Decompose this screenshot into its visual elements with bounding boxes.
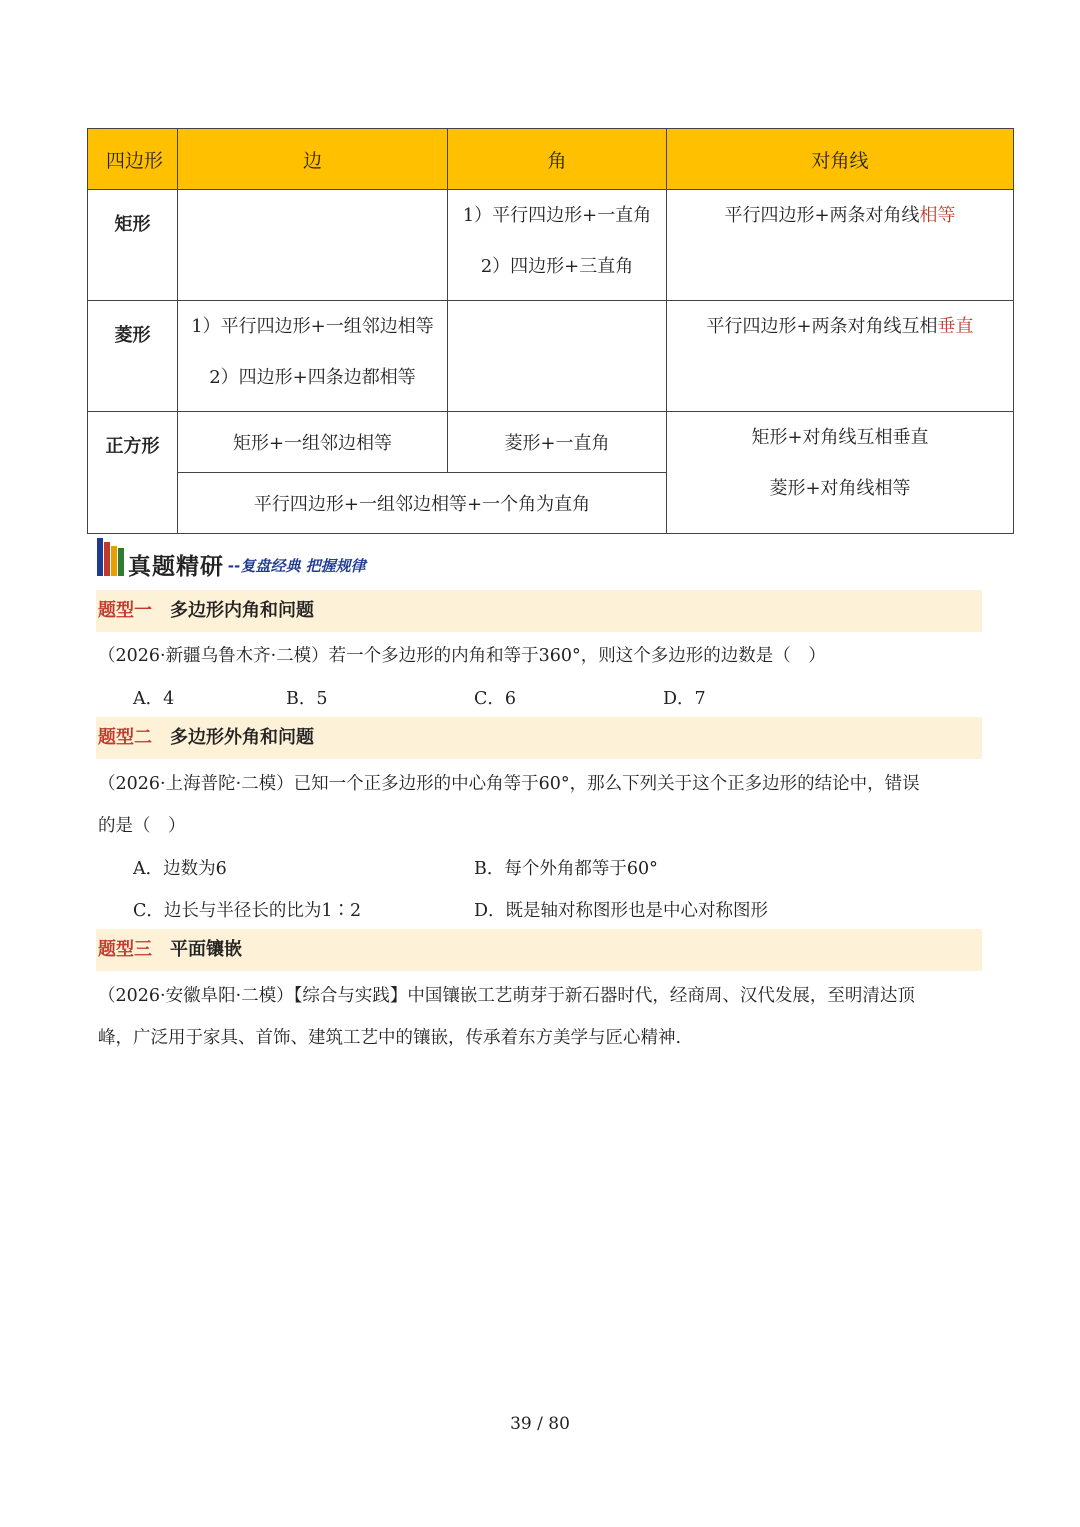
header-diagonal: 对角线 xyxy=(667,129,1014,190)
highlight-text: 相等 xyxy=(919,205,956,226)
question-type-tag: 题型三 xyxy=(98,939,152,960)
banner-title: 真题精研 xyxy=(128,554,224,580)
cell-line: 菱形+对角线相等 xyxy=(769,478,911,499)
question-text-line: （2026·上海普陀·二模）已知一个正多边形的中心角等于60°，那么下列关于这个正多边形的结论中，错误 xyxy=(98,774,920,794)
page-number: 39 / 80 xyxy=(510,1414,570,1434)
edge-cell: 矩形+一组邻边相等 xyxy=(178,412,448,473)
option-b: B．每个外角都等于60° xyxy=(474,859,658,879)
row-name: 正方形 xyxy=(88,412,178,534)
table-header-row xyxy=(88,129,1014,190)
table-row-square xyxy=(88,412,1014,473)
option-c: C．边长与半径长的比为1∶2 xyxy=(133,901,362,921)
table-row-rhombus xyxy=(88,301,1014,412)
question-type-header xyxy=(96,929,982,971)
option-d: D．既是轴对称图形也是中心对称图形 xyxy=(474,901,769,921)
question-type-tag: 题型一 xyxy=(98,600,152,621)
diagonal-cell xyxy=(667,190,1014,301)
edge-cell xyxy=(178,301,448,412)
question-type-name: 多边形外角和问题 xyxy=(170,727,314,748)
cell-text: 平行四边形+两条对角线 xyxy=(724,205,920,226)
option-a: A．4 xyxy=(133,689,175,709)
option-d: D．7 xyxy=(663,689,706,709)
question-type-name: 平面镶嵌 xyxy=(170,939,242,960)
angle-cell xyxy=(448,190,667,301)
question-type-header xyxy=(96,590,982,632)
angle-cell: 菱形+一直角 xyxy=(448,412,667,473)
option-a: A．边数为6 xyxy=(133,859,227,879)
row-name: 菱形 xyxy=(88,301,178,412)
header-angle: 角 xyxy=(448,129,667,190)
cell-line: 2）四边形+三直角 xyxy=(480,256,634,277)
cell-line: 1）平行四边形+一组邻边相等 xyxy=(191,316,434,337)
option-c: C．6 xyxy=(474,689,517,709)
question-text-line: 的是（ ） xyxy=(98,816,186,836)
option-b: B．5 xyxy=(286,689,328,709)
header-edge: 边 xyxy=(178,129,448,190)
cell-text: 平行四边形+两条对角线互相 xyxy=(706,316,938,337)
question-text: （2026·新疆乌鲁木齐·二模）若一个多边形的内角和等于360°，则这个多边形的边数是（ ） xyxy=(98,646,826,666)
row-name: 矩形 xyxy=(88,190,178,301)
diagonal-cell xyxy=(667,301,1014,412)
angle-cell xyxy=(448,301,667,412)
edge-cell xyxy=(178,190,448,301)
merged-cell: 平行四边形+一组邻边相等+一个角为直角 xyxy=(178,473,667,534)
question-type-header xyxy=(96,717,982,759)
cell-line: 2）四边形+四条边都相等 xyxy=(209,367,416,388)
highlight-text: 垂直 xyxy=(937,316,974,337)
diagonal-cell xyxy=(667,412,1014,534)
books-icon xyxy=(96,536,130,578)
question-type-tag: 题型二 xyxy=(98,727,152,748)
banner-subtitle: --复盘经典 把握规律 xyxy=(228,557,366,575)
question-text-line: 峰，广泛用于家具、首饰、建筑工艺中的镶嵌，传承着东方美学与匠心精神. xyxy=(98,1028,682,1048)
question-type-name: 多边形内角和问题 xyxy=(170,600,314,621)
cell-line: 矩形+对角线互相垂直 xyxy=(751,427,929,448)
section-banner xyxy=(96,536,696,580)
header-quadrilateral: 四边形 xyxy=(88,129,178,190)
table-row-rectangle xyxy=(88,190,1014,301)
quadrilateral-table xyxy=(87,128,1014,534)
cell-line: 1）平行四边形+一直角 xyxy=(462,205,652,226)
question-text-line: （2026·安徽阜阳·二模）【综合与实践】中国镶嵌工艺萌芽于新石器时代，经商周、汉代发展，至明清达顶 xyxy=(98,986,915,1006)
